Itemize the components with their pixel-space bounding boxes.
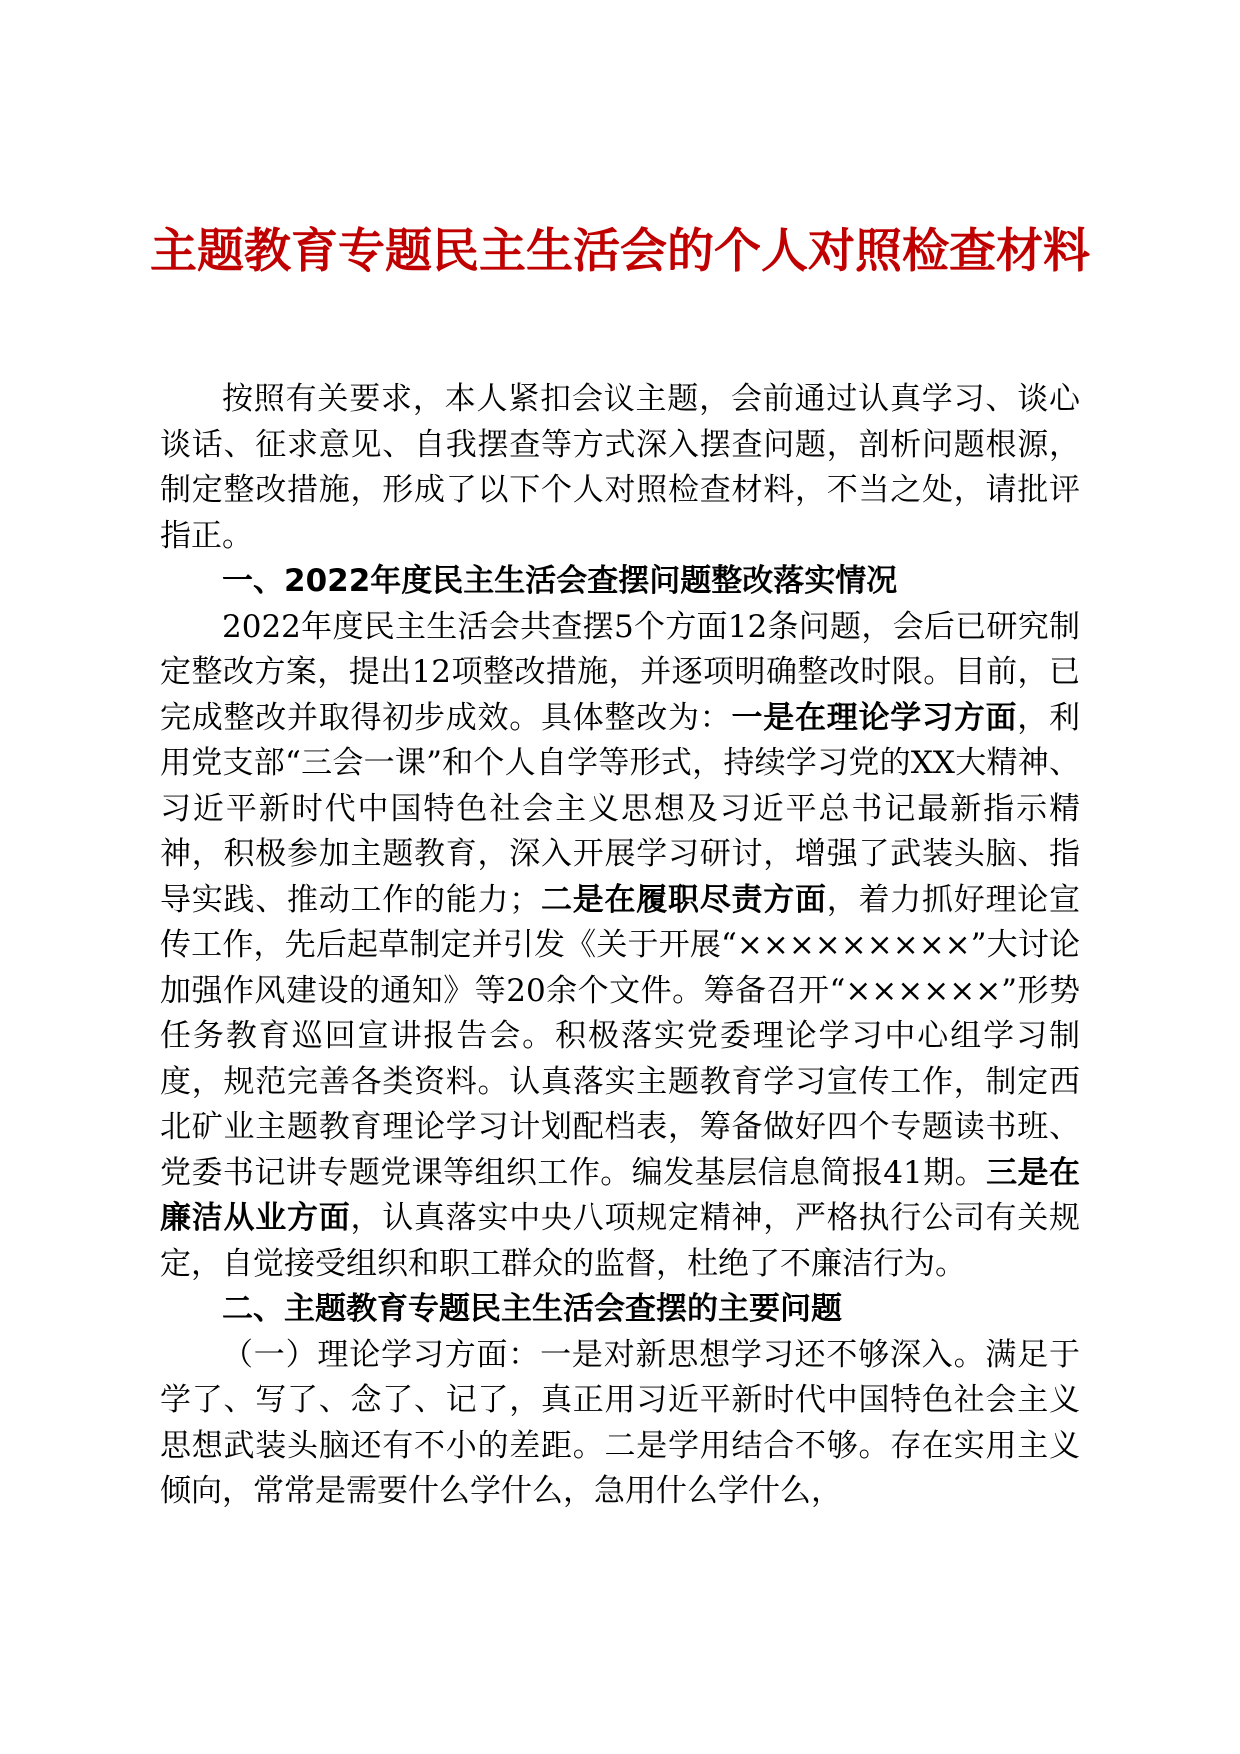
section-2-paragraph: （一）理论学习方面：一是对新思想学习还不够深入。满足于学了、写了、念了、记了，真正用习近平新时代中国特色社会主义思想武装头脑还有不小的差距。二是学用结合不够。存在实用主义倾向，常常是需要什么学什么，急用什么学什么，	[160, 1336, 1080, 1509]
section-1-text-start: 2022年度民主生活会共查摆5个方面12条问题，会后已研究制定整改方案，提出12项整改措施，并逐项明确整改时限。目前，已完成整改并取得初步成效。具体整改为：	[160, 608, 1080, 736]
point-2-label: 二是在履职尽责方面	[540, 881, 827, 918]
point-3-label: 三是在廉洁从业方面	[160, 1154, 1081, 1236]
document-body	[160, 377, 1080, 1515]
section-1-paragraph	[160, 605, 1080, 1288]
intro-paragraph: 按照有关要求，本人紧扣会议主题，会前通过认真学习、谈心谈话、征求意见、自我摆查等方式深入摆查问题，剖析问题根源，制定整改措施，形成了以下个人对照检查材料，不当之处，请批评指正。	[160, 381, 1080, 554]
point-1-text: ，利用党支部“三会一课”和个人自学等形式，持续学习党的XX大精神、习近平新时代中国特色社会主义思想及习近平总书记最新指示精神，积极参加主题教育，深入开展学习研讨，增强了武装头脑、指导实践、推动工作的能力；	[160, 699, 1080, 918]
section-2-heading: 二、主题教育专题民主生活会查摆的主要问题	[222, 1291, 842, 1327]
point-2-text: ，着力抓好理论宣传工作，先后起草制定并引发《关于开展“×××××××××”大讨论加强作风建设的通知》等20余个文件。筹备召开“××××××”形势任务教育巡回宣讲报告会。积极落实党委理论学习中心组学习制度，规范完善各类资料。认真落实主题教育学习宣传工作，制定西北矿业主题教育理论学习计划配档表，筹备做好四个专题读书班、党委书记讲专题党课等组织工作。编发基层信息简报41期。	[160, 881, 1080, 1191]
point-1-label: 一是在理论学习方面	[731, 699, 1018, 736]
document-title: 主题教育专题民主生活会的个人对照检查材料	[150, 224, 1090, 279]
point-3-text: ，认真落实中央八项规定精神，严格执行公司有关规定，自觉接受组织和职工群众的监督，杜绝了不廉洁行为。	[160, 1200, 1080, 1282]
section-1-heading: 一、2022年度民主生活会查摆问题整改落实情况	[222, 563, 898, 599]
